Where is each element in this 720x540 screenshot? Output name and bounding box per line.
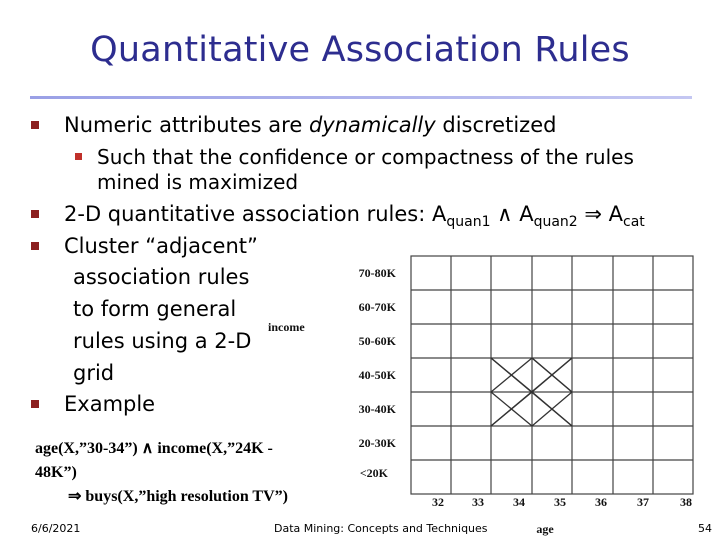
age-tick: 34 xyxy=(513,495,525,509)
bullet-marker xyxy=(31,242,39,250)
income-tick: 40-50K xyxy=(358,368,396,382)
implies-symbol: ⇒ A xyxy=(577,202,624,226)
cross-mark xyxy=(532,358,572,392)
age-tick: 32 xyxy=(432,495,444,509)
cross-mark xyxy=(532,358,572,392)
subscript-cat: cat xyxy=(623,214,645,230)
footer-date: 6/6/2021 xyxy=(31,522,81,535)
subscript-quan1: quan1 xyxy=(446,214,491,230)
title-divider xyxy=(30,96,692,99)
cross-mark xyxy=(491,358,572,426)
cross-mark xyxy=(491,358,572,426)
income-tick: <20K xyxy=(359,466,388,480)
cross-mark xyxy=(491,392,532,426)
income-tick: 20-30K xyxy=(358,436,396,450)
bullet-1-pre: Numeric attributes are xyxy=(64,113,309,137)
bullet-1-text xyxy=(64,112,556,138)
bullet-3-line-5: grid xyxy=(73,361,115,385)
bullet-1-post: discretized xyxy=(435,113,557,137)
age-tick: 38 xyxy=(680,495,692,509)
bullet-3-line-3: to form general xyxy=(73,297,237,321)
example-rule-line-3: ⇒ buys(X,”high resolution TV”) xyxy=(68,488,288,505)
cross-mark xyxy=(532,358,572,392)
bullet-marker xyxy=(31,121,39,129)
example-rule-line-2: 48K”) xyxy=(35,464,77,481)
cross-mark xyxy=(491,392,532,426)
age-tick: 35 xyxy=(554,495,566,509)
footer-page-number: 54 xyxy=(698,522,712,535)
example-rule-line-1: age(X,”30-34”) ∧ income(X,”24K - xyxy=(35,440,273,457)
subscript-quan2: quan2 xyxy=(533,214,578,230)
and-symbol: ∧ A xyxy=(490,202,534,226)
age-tick: 33 xyxy=(472,495,484,509)
x-axis-label: age xyxy=(536,522,554,536)
income-tick: 70-80K xyxy=(358,266,396,280)
cross-mark xyxy=(491,358,532,392)
bullet-1-emphasis: dynamically xyxy=(308,113,436,137)
grid-lines xyxy=(411,256,693,494)
footer-title: Data Mining: Concepts and Techniques xyxy=(274,522,488,535)
bullet-marker xyxy=(31,210,39,218)
cross-mark xyxy=(532,392,572,426)
income-tick: 30-40K xyxy=(358,402,396,416)
sub-bullet-line-2: mined is maximized xyxy=(97,170,299,194)
y-axis-label: income xyxy=(268,320,305,334)
bullet-4-text: Example xyxy=(64,392,156,416)
income-tick: 60-70K xyxy=(358,300,396,314)
bullet-2-text xyxy=(64,201,645,235)
sub-bullet-marker xyxy=(75,153,82,160)
rule-cross-marks xyxy=(491,358,572,426)
bullet-3-line-2: association rules xyxy=(73,265,250,289)
bullet-3-line-4: rules using a 2-D xyxy=(73,329,252,353)
bullet-marker xyxy=(31,400,39,408)
slide-title: Quantitative Association Rules xyxy=(90,30,630,70)
bullet-3-line-1: Cluster “adjacent” xyxy=(64,234,258,258)
sub-bullet-line-1: Such that the confidence or compactness of the rules xyxy=(97,145,634,169)
bullet-2-pre: 2-D quantitative association rules: A xyxy=(64,202,447,226)
age-tick: 36 xyxy=(595,495,607,509)
income-tick: 50-60K xyxy=(358,334,396,348)
cross-mark xyxy=(491,358,532,392)
grid-frame xyxy=(411,256,693,494)
age-tick: 37 xyxy=(637,495,649,509)
cross-mark xyxy=(532,392,572,426)
